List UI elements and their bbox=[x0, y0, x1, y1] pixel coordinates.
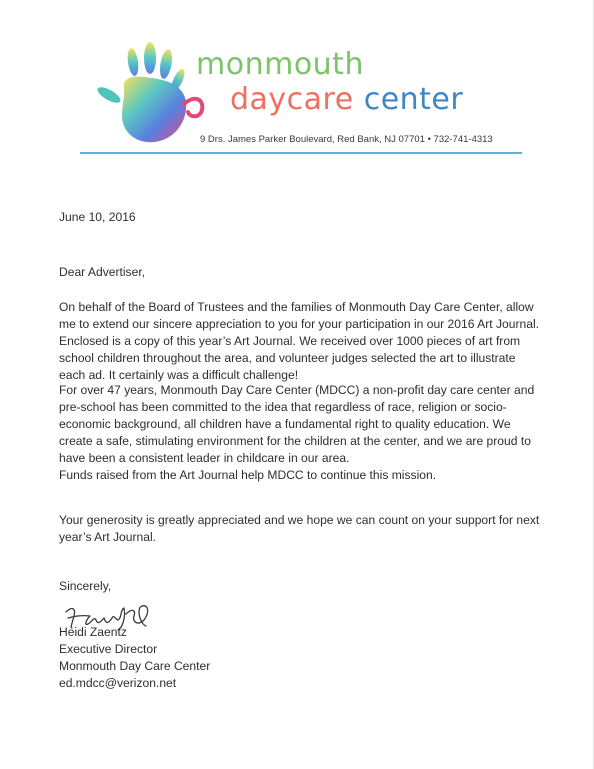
paragraph-line: On behalf of the Board of Trustees and the families of Monmouth Day Care Center, allow bbox=[59, 300, 534, 314]
paragraph-line: school children throughout the area, and volunteer judges selected the art to illustrate bbox=[59, 351, 516, 365]
paragraph-line: year’s Art Journal. bbox=[59, 530, 157, 544]
paragraph-line: Funds raised from the Art Journal help MDCC to continue this mission. bbox=[59, 468, 437, 482]
paragraph-appreciation bbox=[59, 299, 539, 384]
header-divider bbox=[80, 152, 522, 154]
brand-name-daycare-center bbox=[230, 82, 464, 117]
paragraph-line: economic background, all children have a fundamental right to quality education. We bbox=[59, 417, 511, 431]
letterhead-address: 9 Drs. James Parker Boulevard, Red Bank, NJ 07701 • 732-741-4313 bbox=[200, 134, 493, 145]
paragraph-line: each ad. It certainly was a difficult challenge! bbox=[59, 368, 299, 382]
signer-title: Executive Director bbox=[59, 642, 158, 656]
salutation: Dear Advertiser, bbox=[59, 265, 146, 279]
closing: Sincerely, bbox=[59, 579, 112, 593]
paragraph-line: For over 47 years, Monmouth Day Care Center (MDCC) a non-profit day care center and bbox=[59, 383, 535, 397]
letter-date: June 10, 2016 bbox=[59, 210, 136, 224]
signature-block bbox=[59, 624, 210, 692]
paragraph-line: Enclosed is a copy of this year’s Art Journal. We received over 1000 pieces of art from bbox=[59, 334, 521, 348]
paragraph-line: have been a consistent leader in childcare in our area. bbox=[59, 451, 350, 465]
signer-name: Heidi Zaentz bbox=[59, 625, 127, 639]
paragraph-line: pre-school has been committed to the idea that regardless of race, religion or socio- bbox=[59, 400, 507, 414]
brand-word-center: center bbox=[363, 82, 464, 117]
paragraph-mission bbox=[59, 382, 539, 484]
paragraph-line: Your generosity is greatly appreciated and we hope we can count on your support for next bbox=[59, 513, 540, 527]
signer-organization: Monmouth Day Care Center bbox=[59, 659, 211, 673]
signer-email: ed.mdcc@verizon.net bbox=[59, 676, 177, 690]
paragraph-line: me to extend our sincere appreciation to you for your participation in our 2016 Art Journal. bbox=[59, 317, 539, 331]
brand-name-monmouth: monmouth bbox=[196, 47, 364, 82]
brand-word-daycare: daycare bbox=[230, 82, 354, 117]
paragraph-line: create a safe, stimulating environment for the children at the center, and we are proud to bbox=[59, 434, 531, 448]
paragraph-thanks bbox=[59, 512, 539, 546]
